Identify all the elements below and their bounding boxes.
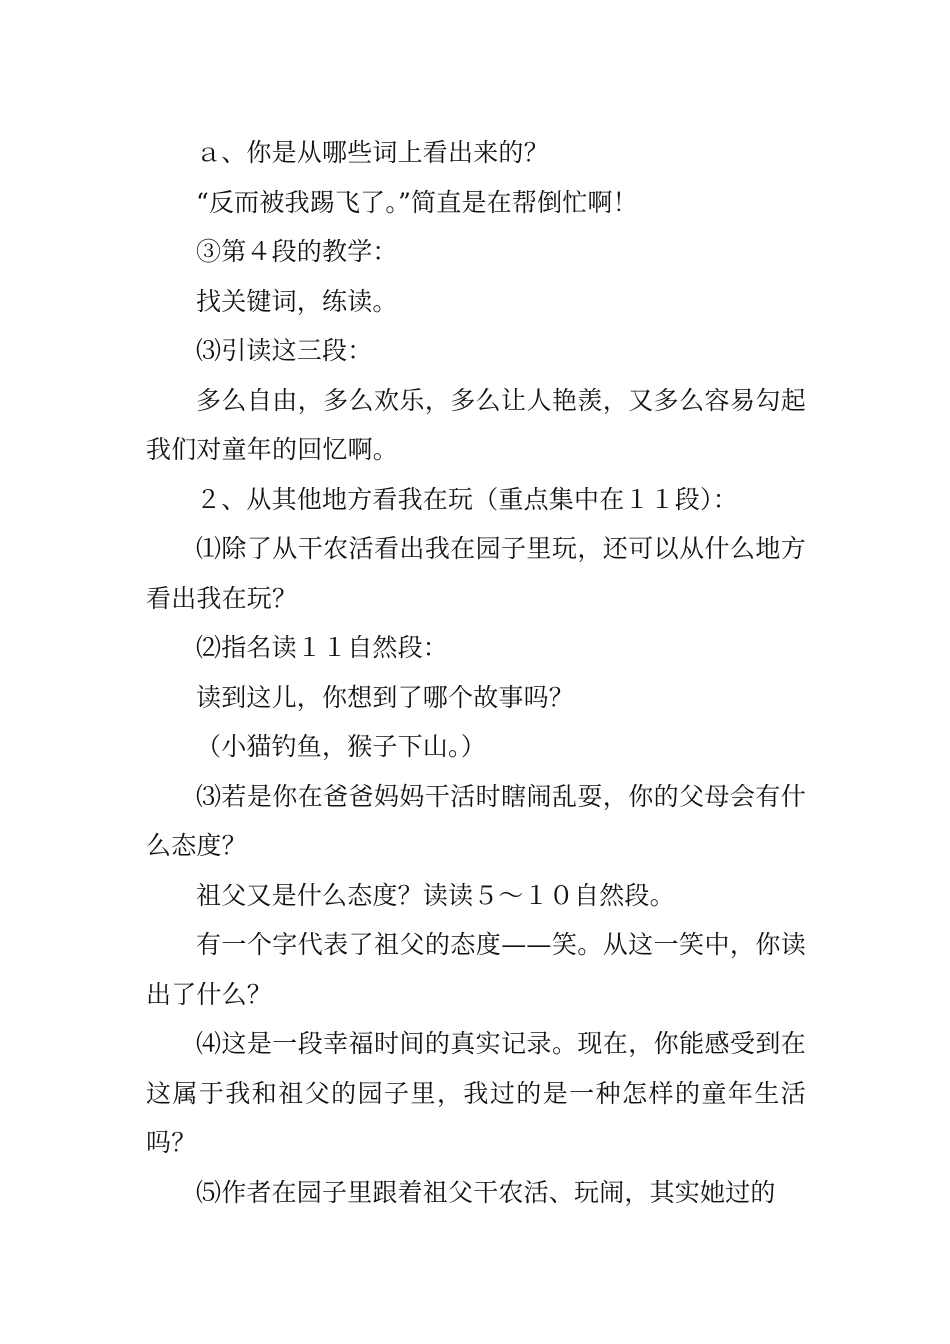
paragraph-9: 读到这儿，你想到了哪个故事吗？	[196, 682, 575, 712]
paragraph-10: （小猫钓鱼，猴子下山。）	[196, 732, 486, 761]
paragraph-6: ２、从其他地方看我在玩（重点集中在１１段）：	[196, 484, 738, 514]
paragraph-0: ａ、你是从哪些词上看出来的？	[196, 138, 549, 167]
document-body	[146, 128, 806, 1217]
paragraph-3: 找关键词，练读。	[196, 286, 398, 316]
paragraph-15: ⑸作者在园子里跟着祖父干农活、玩闹，其实她过的	[196, 1177, 776, 1207]
paragraph-7: ⑴除了从干农活看出我在园子里玩，还可以从什么地方看出我在玩？	[146, 534, 806, 613]
paragraph-11: ⑶若是你在爸爸妈妈干活时瞎闹乱耍，你的父母会有什么态度？	[146, 781, 806, 860]
paragraph-1: “反而被我踢飞了。”简直是在帮倒忙啊！	[196, 187, 638, 217]
paragraph-13: 有一个字代表了祖父的态度——笑。从这一笑中，你读出了什么？	[146, 930, 806, 1009]
paragraph-14: ⑷这是一段幸福时间的真实记录。现在，你能感受到在这属于我和祖父的园子里，我过的是一种怎样的童年生活吗？	[146, 1029, 806, 1157]
paragraph-2: ③第４段的教学：	[196, 237, 398, 266]
paragraph-8: ⑵指名读１１自然段：	[196, 633, 449, 662]
paragraph-4: ⑶引读这三段：	[196, 336, 373, 365]
paragraph-5: 多么自由，多么欢乐，多么让人艳羡，又多么容易勾起我们对童年的回忆啊。	[146, 385, 806, 464]
paragraph-12: 祖父又是什么态度？读读５～１０自然段。	[196, 880, 675, 910]
